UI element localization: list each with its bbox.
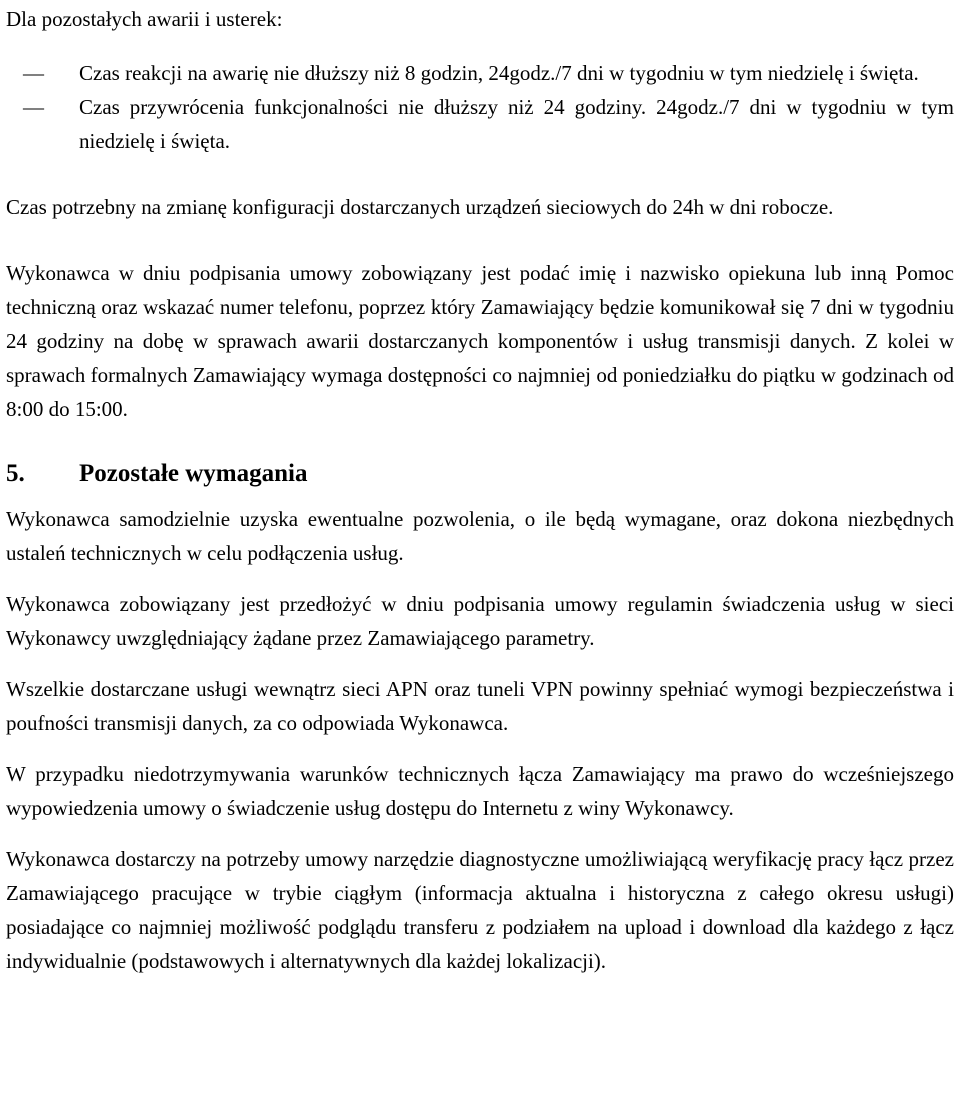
security-paragraph: Wszelkie dostarczane usługi wewnątrz sieci APN oraz tuneli VPN powinny spełniać wymogi bezpieczeństwa i poufności transmisji danych, za co odpowiada Wykonawca.: [6, 677, 954, 735]
contact-paragraph: Wykonawca w dniu podpisania umowy zobowiązany jest podać imię i nazwisko opiekuna lub inną Pomoc techniczną oraz wskazać numer telefonu, poprzez który Zamawiający będzie komunikował się 7 dni w tygodniu 24 godziny na dobę w sprawach awarii dostarczanych komponentów i usług transmisji danych. Z kolei w sprawach formalnych Zamawiający wymaga dostępności co najmniej od poniedziałku do piątku w godzinach od 8:00 do 15:00.: [6, 261, 954, 421]
response-time-list: [6, 56, 954, 158]
list-item-text: Czas reakcji na awarię nie dłuższy niż 8 godzin, 24godz./7 dni w tygodniu w tym niedzielę i święta.: [79, 61, 919, 85]
section-title: Pozostałe wymagania: [79, 460, 308, 487]
list-item: [6, 56, 954, 90]
list-item: [6, 90, 954, 158]
termination-paragraph: W przypadku niedotrzymywania warunków technicznych łącza Zamawiający ma prawo do wcześniejszego wypowiedzenia umowy o świadczenie usług dostępu do Internetu z winy Wykonawcy.: [6, 762, 954, 820]
diagnostic-tool-paragraph: Wykonawca dostarczy na potrzeby umowy narzędzie diagnostyczne umożliwiającą weryfikację pracy łącz przez Zamawiającego pracujące w trybie ciągłym (informacja aktualna i historyczna z całego okresu usługi) posiadające co najmniej możliwość podglądu transferu z podziałem na upload i download dla każdego z łącz indywidualnie (podstawowych i alternatywnych dla każdej lokalizacji).: [6, 847, 954, 973]
dash-bullet-icon: —: [23, 95, 44, 119]
config-time-paragraph: Czas potrzebny na zmianę konfiguracji dostarczanych urządzeń sieciowych do 24h w dni robocze.: [6, 195, 834, 219]
dash-bullet-icon: —: [23, 61, 44, 85]
list-item-text: Czas przywrócenia funkcjonalności nie dłuższy niż 24 godziny. 24godz./7 dni w tygodniu w tym niedzielę i święta.: [79, 95, 954, 153]
section-heading: [6, 454, 954, 494]
section-number: 5.: [6, 460, 25, 487]
permits-paragraph: Wykonawca samodzielnie uzyska ewentualne pozwolenia, o ile będą wymagane, oraz dokona niezbędnych ustaleń technicznych w celu podłączenia usług.: [6, 507, 954, 565]
regulations-paragraph: Wykonawca zobowiązany jest przedłożyć w dniu podpisania umowy regulamin świadczenia usług w sieci Wykonawcy uwzględniający żądane przez Zamawiającego parametry.: [6, 592, 954, 650]
intro-text: Dla pozostałych awarii i usterek:: [6, 7, 283, 31]
document-page: [6, 0, 954, 978]
